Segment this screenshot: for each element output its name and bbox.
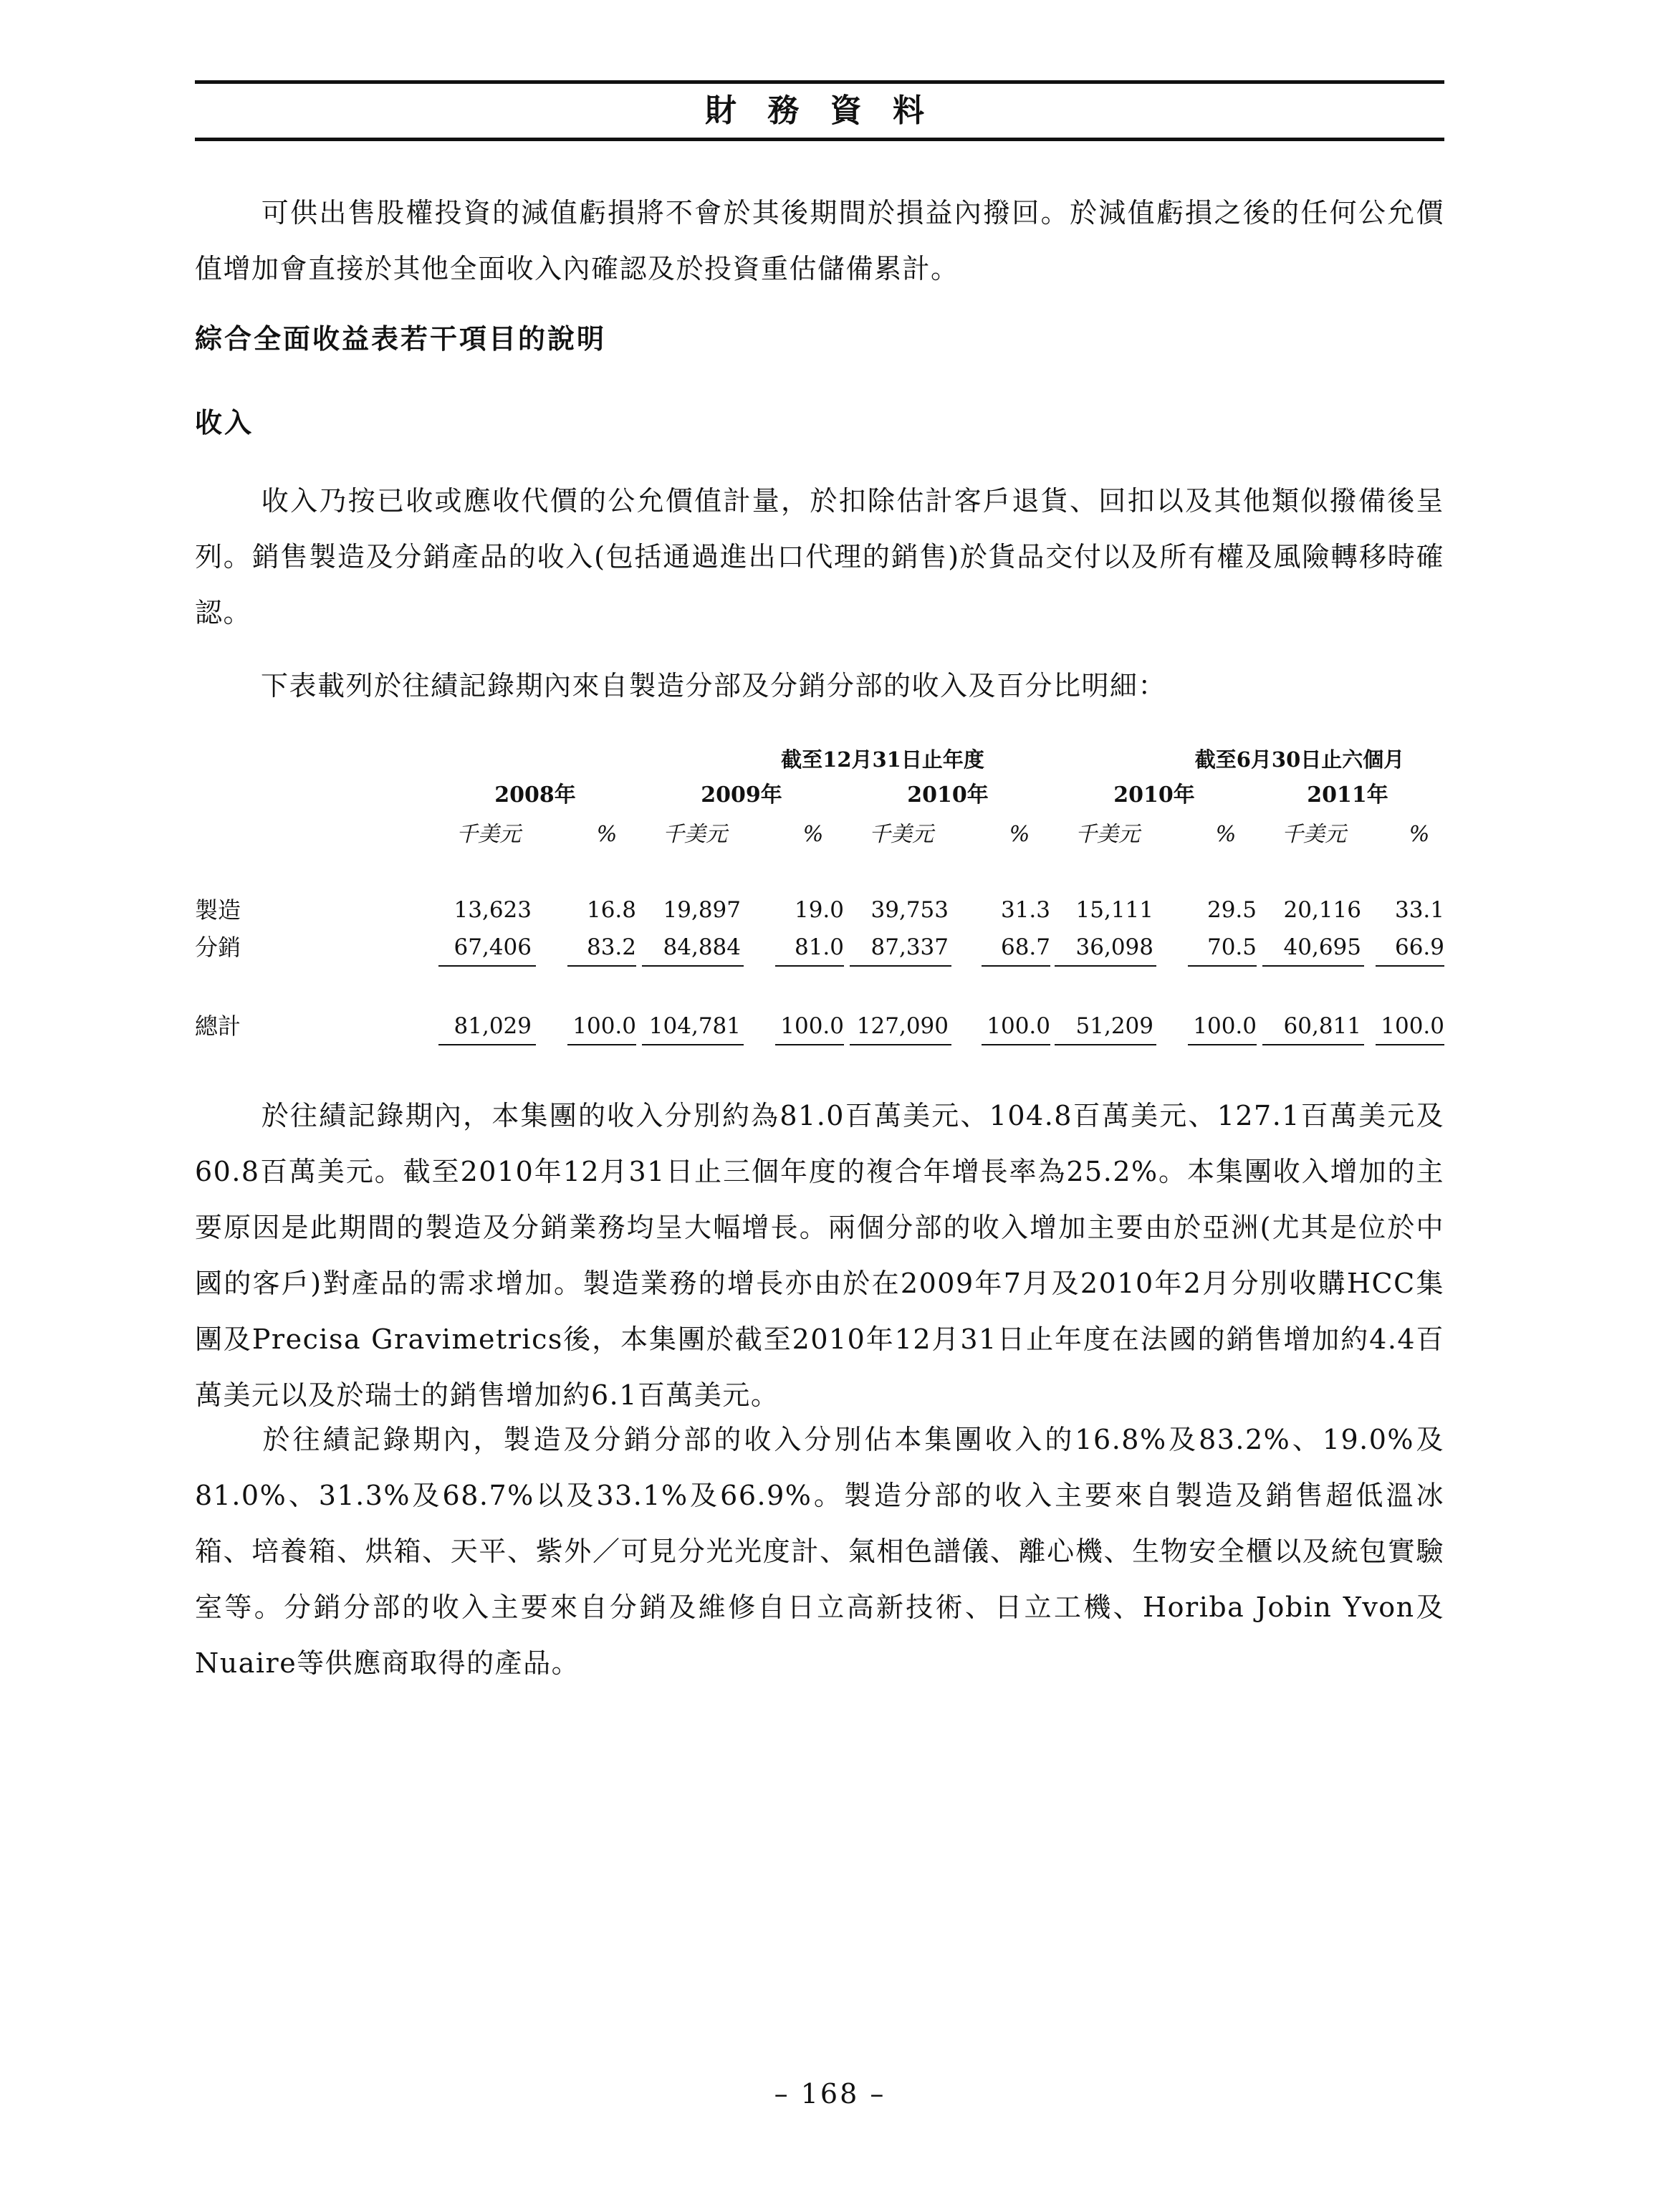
table-cell: 36,098 — [1075, 934, 1153, 960]
page-title: 財 務 資 料 — [705, 92, 934, 129]
paragraph-revenue-recognition-text: 收入乃按已收或應收代價的公允價值計量，於扣除估計客戶退貨、回扣以及其他類似撥備後呈列。銷售製造及分銷產品的收入(包括通過進出口代理的銷售)於貨品交付以及所有權及風險轉移時確認。 — [195, 485, 1444, 628]
paragraph-impairment-text: 可供出售股權投資的減值虧損將不會於其後期間於損益內撥回。於減值虧損之後的任何公允價值增加會直接於其他全面收入內確認及於投資重估儲備累計。 — [195, 197, 1444, 284]
table-cell: 40,695 — [1283, 934, 1361, 960]
subtotal-rule — [775, 965, 844, 967]
year-header-2010-half: 2010年 — [1113, 782, 1195, 808]
row-label-total: 總計 — [195, 1012, 241, 1040]
header-rule-bottom — [195, 138, 1444, 141]
table-cell: 84,884 — [663, 934, 741, 960]
table-cell: 15,111 — [1075, 897, 1153, 923]
table-cell: 60,811 — [1283, 1013, 1361, 1039]
total-rule — [982, 1044, 1050, 1045]
unit-amount: 千美元 — [663, 822, 727, 847]
total-rule — [1188, 1044, 1257, 1045]
table-cell: 16.8 — [586, 897, 636, 923]
unit-pct: % — [1009, 822, 1030, 847]
table-cell: 19,897 — [663, 897, 741, 923]
subtotal-rule — [850, 965, 951, 967]
table-cell: 83.2 — [586, 934, 636, 960]
paragraph-table-intro — [195, 658, 1444, 714]
table-cell: 67,406 — [454, 934, 532, 960]
table-cell: 100.0 — [1381, 1013, 1444, 1039]
total-rule — [438, 1044, 536, 1045]
year-header-2010: 2010年 — [907, 782, 989, 808]
subtotal-rule — [1055, 965, 1156, 967]
section-heading: 綜合全面收益表若干項目的說明 — [195, 322, 607, 355]
table-cell: 127,090 — [856, 1013, 949, 1039]
table-cell: 100.0 — [1193, 1013, 1257, 1039]
table-cell: 51,209 — [1075, 1013, 1153, 1039]
row-label-manufacturing: 製造 — [195, 896, 241, 924]
table-cell: 81,029 — [454, 1013, 532, 1039]
subtotal-rule — [982, 965, 1050, 967]
sub-heading-revenue: 收入 — [195, 406, 254, 439]
table-cell: 66.9 — [1394, 934, 1444, 960]
table-cell: 39,753 — [870, 897, 949, 923]
total-rule — [850, 1044, 951, 1045]
subtotal-rule — [438, 965, 536, 967]
table-cell: 87,337 — [870, 934, 949, 960]
paragraph-segment-share-text: 於往績記錄期內，製造及分銷分部的收入分別佔本集團收入的16.8%及83.2%、19.0%及81.0%、31.3%及68.7%以及33.1%及66.9%。製造分部的收入主要來自製造及銷售超低溫冰箱、培養箱、烘箱、天平、紫外／可見分光光度計、氣相色譜儀、離心機、生物安全櫃以及統包實驗室等。分銷分部的收入主要來自分銷及維修自日立高新技術、日立工機、Horiba Jobin Yvon及Nuaire等供應商取得的產品。 — [195, 1424, 1444, 1679]
year-header-2011-half: 2011年 — [1307, 782, 1388, 808]
unit-amount: 千美元 — [456, 822, 521, 847]
year-header-2008: 2008年 — [494, 782, 576, 808]
unit-pct: % — [802, 822, 824, 847]
table-cell: 13,623 — [454, 897, 532, 923]
unit-pct: % — [1215, 822, 1237, 847]
subtotal-rule — [1188, 965, 1257, 967]
unit-amount: 千美元 — [869, 822, 934, 847]
total-rule — [642, 1044, 744, 1045]
table-cell: 81.0 — [794, 934, 844, 960]
total-rule — [1376, 1044, 1444, 1045]
table-cell: 100.0 — [780, 1013, 844, 1039]
table-cell: 70.5 — [1206, 934, 1257, 960]
page-number: – 168 – — [774, 2078, 886, 2110]
row-label-distribution: 分銷 — [195, 934, 241, 961]
year-header-2009: 2009年 — [701, 782, 782, 808]
unit-pct: % — [596, 822, 618, 847]
table-cell: 19.0 — [794, 897, 844, 923]
table-cell: 31.3 — [1000, 897, 1050, 923]
table-cell: 33.1 — [1394, 897, 1444, 923]
total-rule — [1262, 1044, 1364, 1045]
paragraph-revenue-recognition — [195, 473, 1444, 641]
subtotal-rule — [642, 965, 744, 967]
paragraph-table-intro-text: 下表載列於往績記錄期內來自製造分部及分銷分部的收入及百分比明細： — [261, 670, 1167, 702]
table-cell: 100.0 — [572, 1013, 636, 1039]
subtotal-rule — [1376, 965, 1444, 967]
total-rule — [567, 1044, 636, 1045]
paragraph-revenue-growth-text: 於往績記錄期內，本集團的收入分別約為81.0百萬美元、104.8百萬美元、127.1百萬美元及60.8百萬美元。截至2010年12月31日止三個年度的複合年增長率為25.2%。本集團收入增加的主要原因是此期間的製造及分銷業務均呈大幅增長。兩個分部的收入增加主要由於亞洲(尤其是位於中國的客戶)對產品的需求增加。製造業務的增長亦由於在2009年7月及2010年2月分別收購HCC集團及Precisa Gravimetrics後，本集團於截至2010年12月31日止年度在法國的銷售增加約4.4百萬美元以及於瑞士的銷售增加約6.1百萬美元。 — [195, 1100, 1444, 1411]
unit-amount: 千美元 — [1282, 822, 1346, 847]
table-cell: 20,116 — [1283, 897, 1361, 923]
table-cell: 104,781 — [648, 1013, 741, 1039]
subtotal-rule — [567, 965, 636, 967]
revenue-table — [195, 731, 1444, 1068]
table-cell: 100.0 — [987, 1013, 1050, 1039]
table-cell: 29.5 — [1206, 897, 1257, 923]
subtotal-rule — [1262, 965, 1364, 967]
total-rule — [1055, 1044, 1156, 1045]
unit-pct: % — [1409, 822, 1430, 847]
total-rule — [775, 1044, 844, 1045]
group-header-half-year: 截至6月30日止六個月 — [1194, 747, 1405, 772]
paragraph-revenue-growth — [195, 1088, 1444, 1423]
header-rule-top — [195, 80, 1444, 84]
table-cell: 68.7 — [1000, 934, 1050, 960]
group-header-annual: 截至12月31日止年度 — [781, 747, 984, 772]
paragraph-impairment — [195, 185, 1444, 297]
unit-amount: 千美元 — [1075, 822, 1140, 847]
paragraph-segment-share — [195, 1412, 1444, 1691]
